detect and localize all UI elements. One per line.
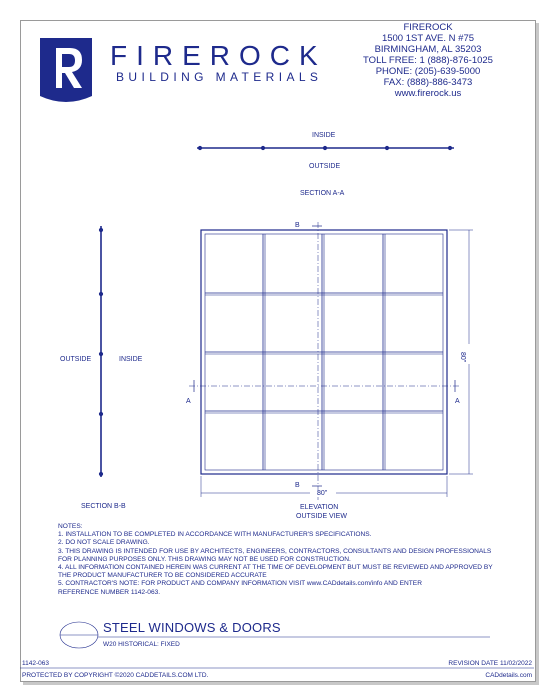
brand-name: FIREROCK: [110, 40, 327, 71]
note-line: 3. THIS DRAWING IS INTENDED FOR USE BY ARCHITECTS, ENGINEERS, CONTRACTORS, CONSULTANTS AND DESIGN PROFESSIONALS: [58, 547, 492, 555]
notes-heading: NOTES:: [58, 523, 83, 530]
section-bb-outside-label: OUTSIDE: [60, 356, 92, 363]
section-aa-caption: SECTION A-A: [300, 190, 345, 197]
caddetails-link[interactable]: CADdetails.com: [485, 672, 532, 679]
elevation-subcaption: OUTSIDE VIEW: [296, 513, 347, 520]
reference-number: 1142-063: [22, 660, 49, 667]
note-line: 2. DO NOT SCALE DRAWING.: [58, 539, 150, 547]
section-aa-drawing: [197, 146, 454, 149]
section-marker-a-left: A: [186, 398, 191, 405]
section-marker-b-bottom: B: [295, 482, 300, 489]
contact-website[interactable]: www.firerock.us: [394, 88, 462, 99]
section-marker-a-right: A: [455, 398, 460, 405]
section-bb-caption: SECTION B-B: [81, 503, 126, 510]
note-line: THE PRODUCT MANUFACTURER TO BE CONSIDERED ACCURATE: [58, 572, 267, 580]
elevation-caption: ELEVATION: [300, 504, 339, 511]
section-cut-lines: [189, 222, 460, 500]
firerock-logo-icon: [40, 38, 92, 102]
contact-phone: PHONE: (205)-639-5000: [375, 66, 481, 77]
dimension-lines: [201, 230, 473, 497]
section-bb-inside-label: INSIDE: [119, 356, 143, 363]
section-marker-b-top: B: [295, 222, 300, 229]
note-line: 1. INSTALLATION TO BE COMPLETED IN ACCORDANCE WITH MANUFACTURER'S SPECIFICATIONS.: [58, 531, 372, 539]
section-bb-drawing: [99, 226, 102, 477]
width-dimension: 80": [317, 490, 328, 497]
contact-address1: 1500 1ST AVE. N #75: [381, 33, 475, 44]
drawing-title: STEEL WINDOWS & DOORS: [103, 620, 281, 635]
revision-date: REVISION DATE 11/02/2022: [448, 660, 532, 667]
contact-block: [328, 22, 528, 99]
drawing-subtitle: W20 HISTORICAL: FIXED: [103, 641, 180, 648]
note-line: FOR PLANNING PURPOSES ONLY. THIS DRAWING MAY NOT BE USED FOR CONSTRUCTION.: [58, 555, 351, 563]
note-line: 5. CONTRACTOR'S NOTE: FOR PRODUCT AND COMPANY INFORMATION VISIT www.CADdetails.com/info AND ENTER: [58, 580, 422, 588]
elevation-window: [201, 230, 447, 474]
section-aa-inside-label: INSIDE: [312, 132, 336, 139]
notes-block: [58, 523, 493, 597]
brand-subtitle: BUILDING MATERIALS: [116, 70, 323, 84]
note-line: 4. ALL INFORMATION CONTAINED HEREIN WAS CURRENT AT THE TIME OF DEVELOPMENT BUT MUST BE REVIEWED AND APPROVED BY: [58, 564, 493, 572]
section-aa-outside-label: OUTSIDE: [309, 163, 341, 170]
contact-fax: FAX: (888)-886-3473: [383, 77, 473, 88]
copyright-notice: PROTECTED BY COPYRIGHT ©2020 CADDETAILS.COM LTD.: [22, 672, 209, 679]
contact-address2: BIRMINGHAM, AL 35203: [374, 44, 482, 55]
height-dimension: 80": [459, 352, 466, 363]
note-line: REFERENCE NUMBER 1142-063.: [58, 588, 161, 596]
contact-company: FIREROCK: [403, 22, 453, 33]
contact-toll-free: TOLL FREE: 1 (888)-876-1025: [363, 55, 493, 66]
